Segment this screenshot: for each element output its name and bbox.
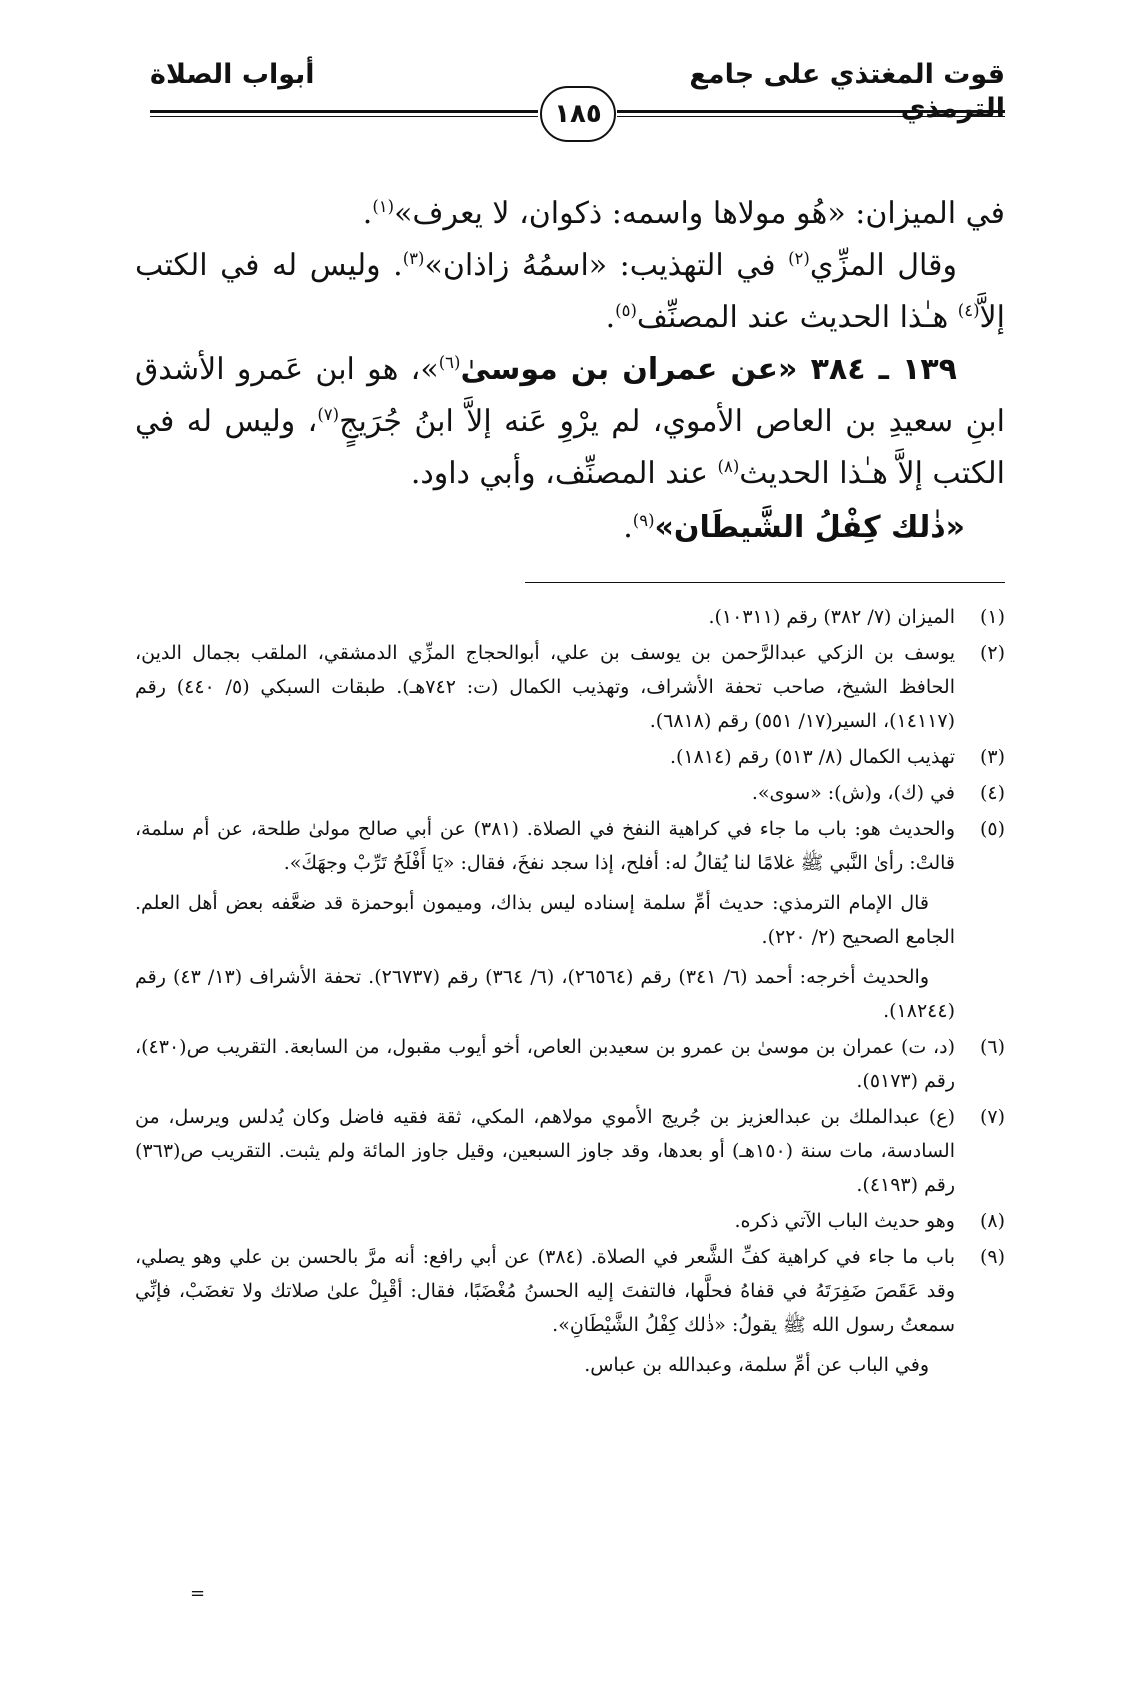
footnote-text: باب ما جاء في كراهية كفِّ الشَّعر في الصلاة. (٣٨٤) عن أبي رافع: أنه مرَّ بالحسن بن علي وهو يصلي، وقد عَقَصَ ضَفِرَتَهُ في قفاهُ فحلَّها، فالتفتَ إليه الحسنُ مُغْضَبًا، فقال: أقْبِلْ علىٰ صلاتك ولا تغضَبْ، فإنِّي سمعتُ رسول الله ﷺ يقولُ: «ذٰلك كِفْلُ الشَّيْطَانِ». [135,1246,955,1336]
footnote-ref: (٩) [632,511,655,530]
footnote-item [135,740,1005,774]
footnote-number: (٤) [979,782,1005,804]
footnote-number: (٢) [979,642,1005,664]
main-paragraph-4: «ذٰلك كِفْلُ الشَّيطَان»$^{(٩)}$. [623,510,965,545]
footnote-body [135,1030,955,1098]
footnote-body [135,1100,955,1202]
footnote-text: الميزان (٧/ ٣٨٢) رقم (١٠٣١١). [708,606,955,628]
footnote-body [135,1240,955,1382]
footnote-text: (ع) عبدالملك بن عبدالعزيز بن جُريج الأموي مولاهم، المكي، ثقة فقيه فاضل وكان يُدلس ويرسل، من السادسة، مات سنة (١٥٠هـ) أو بعدها، وقد جاوز السبعين، وقيل جاوز المائة ولم يثبت. التقريب ص(٣٦٣) رقم (٤١٩٣). [135,1106,955,1196]
footnote-text: قال الإمام الترمذي: حديث أمِّ سلمة إسناده ليس بذاك، وميمون أبوحمزة قد ضعَّفه بعض أهل العلم. الجامع الصحيح (٢/ ٢٢٠). [135,892,955,948]
footnote-text: تهذيب الكمال (٨/ ٥١٣) رقم (١٨١٤). [670,746,955,768]
main-paragraph-1: في الميزان: «هُو مولاها واسمه: ذكوان، لا يعرف»$^{(١)}$. [362,196,1005,231]
footnote-body [135,812,955,1028]
footnote-item [135,812,1005,1028]
footnote-number: (٦) [979,1036,1005,1058]
footnote-text: وهو حديث الباب الآتي ذكره. [734,1210,955,1232]
footnote-body [135,600,955,634]
footnote-body [135,740,955,774]
footnote-number: (٩) [979,1246,1005,1268]
stray-mark: = [190,1583,206,1604]
footnotes-list [135,600,1005,1384]
footnote-number: (٨) [979,1210,1005,1232]
main-text [135,188,1005,554]
footnote-item [135,636,1005,738]
footnote-item [135,1100,1005,1202]
footnote-ref: (٨) [717,457,740,476]
footnote-body [135,636,955,738]
header-rule-left [150,110,538,117]
footnote-item [135,600,1005,634]
running-book-title: قوت المغتذي على جامع الترمذي [689,59,1005,124]
footnote-body [135,776,955,810]
quoted-phrase: «ذٰلك كِفْلُ الشَّيطَان» [654,510,965,545]
footnote-text: في (ك)، و(ش): «سوى». [751,782,955,804]
footnote-number: (٥) [979,818,1005,840]
footnote-text: والحديث أخرجه: أحمد (٦/ ٣٤١) رقم (٢٦٥٦٤)، (٦/ ٣٦٤) رقم (٢٦٧٣٧). تحفة الأشراف (١٣/ ٤٣) رقم (١٨٢٤٤). [135,966,955,1022]
header-rule-right [617,110,1005,117]
footnote-text: والحديث هو: باب ما جاء في كراهية النفخ في الصلاة. (٣٨١) عن أبي صالح مولىٰ طلحة، عن أم سلمة، قالتْ: رأىٰ النَّبي ﷺ غلامًا لنا يُقالُ له: أفلح، إذا سجد نفخَ، فقال: «يَا أَفْلَحُ تَرِّبْ وجهَكَ». [135,818,955,874]
footnote-number: (١) [979,606,1005,628]
footnote-body [135,1204,955,1238]
footnote-item [135,776,1005,810]
footnote-number: (٣) [979,746,1005,768]
footnote-item [135,1030,1005,1098]
page-number: ١٨٥ [540,86,616,142]
running-section-title: أبواب الصلاة [150,59,315,90]
footnote-ref: (٤) [957,301,980,320]
main-paragraph-2: وقال المزِّي$^{(٢)}$ في التهذيب: «اسمُهُ زاذان»$^{(٣)}$. وليس له في الكتب إلاَّ$^{(٤)}$ هـٰذا الحديث عند المصنِّف$^{(٥)}$. [135,248,1005,335]
footnote-separator [525,582,1005,583]
hadith-heading: ١٣٩ ـ ٣٨٤ «عن عمران بن موسىٰ [460,352,957,387]
footnote-ref: (٢) [788,249,810,268]
main-paragraph-3: ١٣٩ ـ ٣٨٤ «عن عمران بن موسىٰ$^{(٦)}$»، هو ابن عَمرو الأشدق ابنِ سعيدِ بن العاص الأموي، لم يرْوِ عَنه إلاَّ ابنُ جُرَيجٍ$^{(٧)}$، وليس له في الكتب إلاَّ هـٰذا الحديث$^{(٨)}$ عند المصنِّف، وأبي داود. [135,352,1005,491]
footnote-text: (د، ت) عمران بن موسىٰ بن عمرو بن سعيدبن العاص، أخو أيوب مقبول، من السابعة. التقريب ص(٤٣٠)، رقم (٥١٧٣). [135,1036,955,1092]
footnote-text: وفي الباب عن أمِّ سلمة، وعبدالله بن عباس. [584,1354,929,1376]
footnote-ref: (٣) [402,249,425,268]
footnote-ref: (٦) [438,353,461,372]
footnote-ref: (١) [372,197,395,216]
footnote-number: (٧) [979,1106,1005,1128]
footnote-ref: (٧) [317,405,340,424]
footnote-text: يوسف بن الزكي عبدالرَّحمن بن يوسف بن علي، أبوالحجاج المزِّي الدمشقي، الملقب بجمال الدين، الحافظ الشيخ، صاحب تحفة الأشراف، وتهذيب الكمال (ت: ٧٤٢هـ). طبقات السبكي (٥/ ٤٤٠) رقم (١٤١١٧)، السير(١٧/ ٥٥١) رقم (٦٨١٨). [135,642,956,732]
footnote-ref: (٥) [615,301,637,320]
footnote-item [135,1240,1005,1382]
footnote-item [135,1204,1005,1238]
